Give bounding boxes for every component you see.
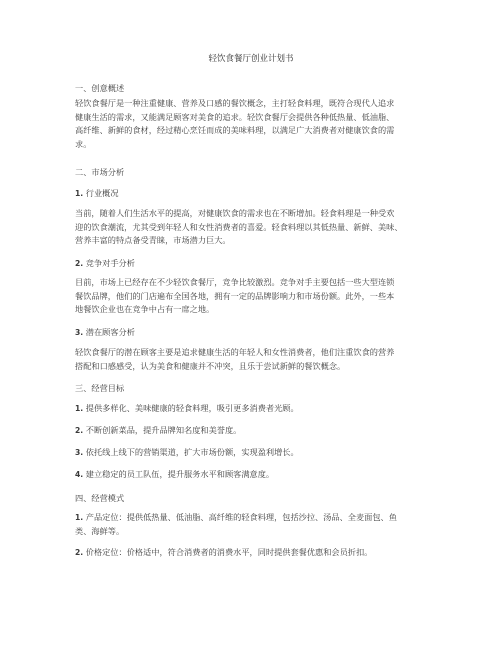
- item-text: 不断创新菜品，提升品牌知名度和美誉度。: [85, 425, 242, 435]
- section-heading-overview: 一、创意概述: [75, 83, 125, 93]
- paragraph-overview: [75, 97, 433, 151]
- section-heading-market: 二、市场分析: [75, 167, 125, 177]
- paragraph-customers: [75, 346, 433, 373]
- item-number: 2.: [75, 548, 84, 557]
- document-title: 轻饮食餐厅创业计划书: [208, 54, 294, 64]
- subheading-competitors: [75, 257, 135, 270]
- item-number: 2.: [75, 426, 84, 435]
- model-item-product: [75, 511, 433, 538]
- section-heading-model: 四、经营模式: [75, 493, 125, 503]
- text-line: 餐饮品牌，他们的门店遍布全国各地，拥有一定的品牌影响力和市场份额。此外，一些本: [75, 290, 395, 301]
- item-number: 1.: [75, 513, 84, 522]
- item-text: 依托线上线下的营销渠道，扩大市场份额，实现盈利增长。: [85, 447, 299, 457]
- goal-item: [75, 402, 299, 415]
- subheading-customers: [75, 326, 135, 339]
- text-line: 当前，随着人们生活水平的提高，对健康饮食的需求也在不断增加。轻食料理是一种受欢: [75, 208, 395, 218]
- text-line: 营养丰富的特点备受青睐，市场潜力巨大。: [75, 235, 231, 245]
- subheading-label: 潜在顾客分析: [85, 327, 135, 337]
- item-number: 1.: [75, 404, 84, 413]
- subheading-number: 3.: [75, 328, 84, 337]
- goal-item: [75, 424, 241, 437]
- goal-item: [75, 468, 274, 481]
- text-line: 类、海鲜等。: [75, 525, 125, 536]
- item-text: 提供多样化、美味健康的轻食料理，吸引更多消费者光顾。: [85, 403, 299, 413]
- text-line: 求。: [75, 138, 92, 149]
- subheading-number: 2.: [75, 259, 84, 268]
- section-heading-goals: 三、经营目标: [75, 383, 125, 393]
- text-line: 搭配和口感感受，认为美食和健康并不冲突，且乐于尝试新鲜的餐饮概念。: [75, 360, 346, 371]
- paragraph-industry: [75, 207, 433, 248]
- item-text: 建立稳定的员工队伍，提升服务水平和顾客满意度。: [85, 469, 275, 479]
- text-line: 轻饮食餐厅是一种注重健康、营养及口感的餐饮概念，主打轻食料理，既符合现代人追求: [75, 98, 395, 108]
- text-line: 目前，市场上已经存在不少轻饮食餐厅，竞争比较激烈。竞争对手主要包括一些大型连锁: [75, 277, 395, 287]
- text-line: 轻饮食餐厅的潜在顾客主要是追求健康生活的年轻人和女性消费者，他们注重饮食的营养: [75, 347, 395, 357]
- text-line: 迎的饮食潮流，尤其受到年轻人和女性消费者的喜爱。轻食料理以其低热量、新鲜、美味、: [75, 221, 403, 232]
- paragraph-competitors: [75, 276, 433, 317]
- text-line: 价格定位：价格适中，符合消费者的消费水平，同时提供套餐优惠和会员折扣。: [85, 547, 373, 557]
- subheading-label: 行业概况: [85, 188, 119, 198]
- subheading-industry: [75, 187, 119, 200]
- text-line: 高纤维、新鲜的食材，经过精心烹饪而成的美味料理，以满足广大消费者对健康饮食的需: [75, 125, 395, 135]
- text-line: 地餐饮企业也在竞争中占有一席之地。: [75, 304, 215, 314]
- item-number: 4.: [75, 470, 84, 479]
- text-line: 健康生活的需求，又能满足顾客对美食的追求。轻饮食餐厅会提供各种低热量、低油脂、: [75, 111, 395, 122]
- subheading-number: 1.: [75, 189, 84, 198]
- goal-item: [75, 446, 299, 459]
- item-number: 3.: [75, 448, 84, 457]
- subheading-label: 竞争对手分析: [85, 258, 135, 268]
- text-line: 产品定位：提供低热量、低油脂、高纤维的轻食料理，包括沙拉、汤品、全麦面包、鱼: [85, 512, 397, 522]
- model-item-price: [75, 546, 372, 559]
